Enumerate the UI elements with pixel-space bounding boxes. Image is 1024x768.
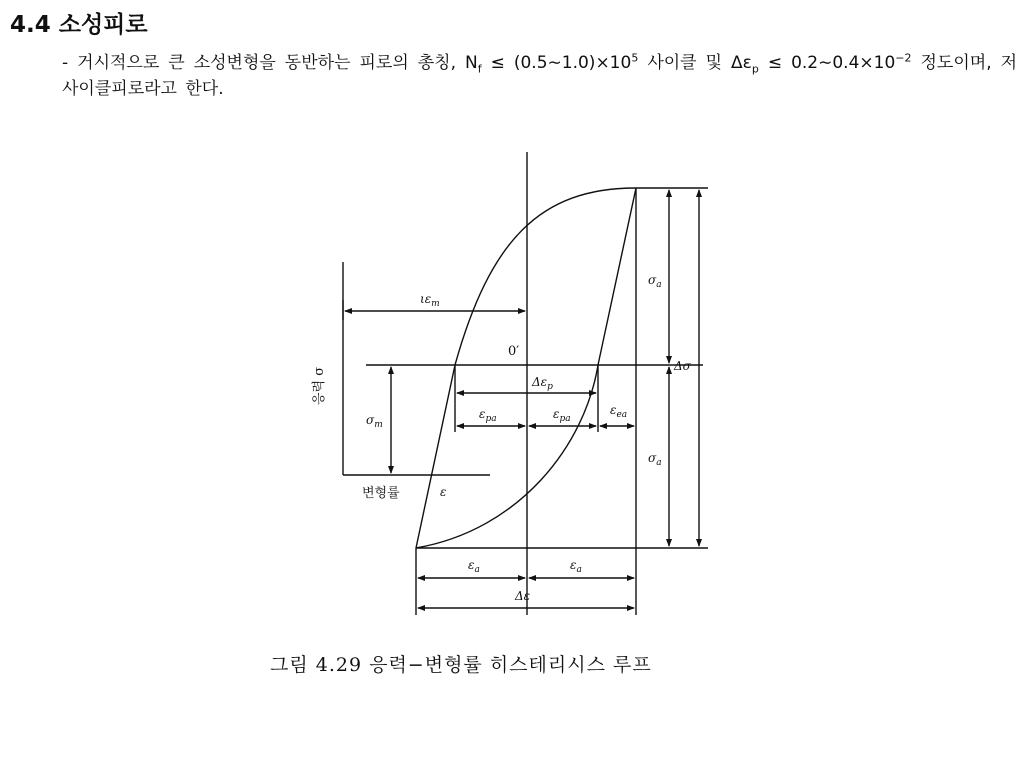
sigma-a-top-symbol: σ [648,273,657,287]
delta-eps-p-symbol: Δε [532,375,548,389]
bullet-part-5: 정도이며, 저사이클피로라고 한다. [62,53,1018,99]
strain-axis-label: 변형률 [362,486,400,501]
eps-pa-left-sub: pa [485,414,497,424]
bullet-part-4: ≤ 0.2∼0.4×10 [758,53,896,73]
loop-lower-curve [416,188,636,548]
sigma-a-bottom-symbol: σ [648,451,657,465]
label-eps-a-left [468,558,480,575]
eps-pa-right-sub: pa [559,414,571,424]
label-sigma-m [366,413,383,430]
stress-axis-label: 응력 σ [312,366,327,405]
sigma-m-symbol: σ [366,413,375,427]
bullet-part-2: ≤ (0.5∼1.0)×10 [481,53,632,73]
label-delta-sigma: Δσ [674,359,691,373]
eps-ea-symbol: ε [610,403,617,417]
bullet-sub-f: f [477,62,482,76]
bullet-sup-m2: −2 [895,51,912,65]
label-sigma-a-top [648,273,662,290]
sigma-a-top-sub: a [656,280,662,290]
label-eps-pa-right [553,407,571,424]
eps-pa-right-symbol: ε [553,407,560,421]
eps-a-right-sub: a [576,565,582,575]
label-eps-pa-left [479,407,497,424]
label-delta-eps-p [531,375,553,392]
sigma-a-bottom-sub: a [656,458,662,468]
eps-pa-left-symbol: ε [479,407,486,421]
eps-a-left-symbol: ε [468,558,475,572]
label-delta-eps: Δε [515,589,531,603]
delta-eps-p-sub: p [547,382,553,392]
eps-ea-sub: ea [616,410,628,420]
bullet-sup-5: 5 [631,51,639,65]
eps-m-sub: m [431,299,440,309]
bullet-part-3: 사이클 및 Δε [638,53,752,73]
bullet-dash: - [62,53,69,73]
slide-heading: 4.4 소성피로 [10,12,148,38]
origin-label: 0′ [508,344,520,359]
figure-caption: 그림 4.29 응력−변형률 히스테리시스 루프 [270,654,652,676]
eps-m-prefix: ι [420,292,425,306]
strain-axis-symbol: ε [440,485,447,499]
bullet-sub-p: p [751,62,759,76]
sigma-m-sub: m [374,420,383,430]
bullet-part-1: 거시적으로 큰 소성변형을 동반하는 피로의 총칭, N [77,53,478,73]
label-sigma-a-bottom [648,451,662,468]
label-eps-m [420,292,440,309]
eps-a-right-symbol: ε [570,558,577,572]
eps-a-left-sub: a [474,565,480,575]
eps-m-symbol: ε [424,292,432,306]
label-eps-ea [610,403,627,420]
label-eps-a-right [570,558,582,575]
